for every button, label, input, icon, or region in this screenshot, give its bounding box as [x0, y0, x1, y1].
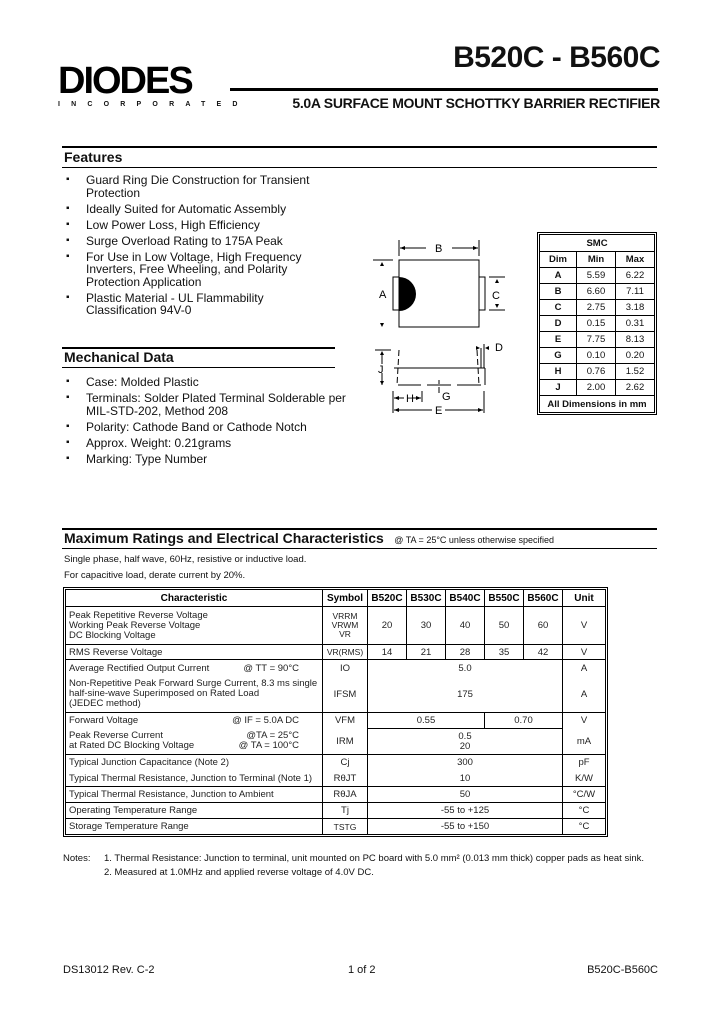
feature-item: ▪ For Use in Low Voltage, High Frequency Inverters, Free Wheeling, and Polarity Protection Application: [66, 251, 336, 289]
dim-cell: B: [540, 284, 577, 300]
unit-cell: V: [563, 713, 606, 729]
value-cell: 14: [368, 645, 407, 660]
dim-cell: 7.11: [616, 284, 655, 300]
dim-cell: 0.31: [616, 316, 655, 332]
diodes-logo: [58, 60, 249, 110]
dim-label-d: D: [495, 342, 503, 354]
symbol-cell: TSTG: [323, 819, 368, 835]
char-cell: RMS Reverse Voltage: [66, 645, 323, 660]
dim-header-max: Max: [616, 252, 655, 268]
dim-cell: 8.13: [616, 332, 655, 348]
table-row-vrms: [66, 645, 606, 660]
char-cell: Operating Temperature Range: [66, 803, 323, 819]
col-b550c: B550C: [485, 590, 524, 607]
ratings-header-row: [66, 590, 606, 607]
dim-cell: 2.75: [577, 300, 616, 316]
dim-cell: J: [540, 380, 577, 396]
dim-cell: H: [540, 364, 577, 380]
dim-table-package: SMC: [540, 235, 655, 252]
dim-cell: 2.00: [577, 380, 616, 396]
condition-line: Single phase, half wave, 60Hz, resistive or inductive load.: [64, 554, 307, 565]
mechanical-list: [66, 376, 346, 469]
dim-cell: 7.75: [577, 332, 616, 348]
value-cell: 20: [368, 607, 407, 645]
value-cell: 50: [485, 607, 524, 645]
notes-list: [104, 852, 674, 880]
unit-cell: V: [563, 645, 606, 660]
dim-label-e: E: [435, 405, 443, 417]
dim-cell: 3.18: [616, 300, 655, 316]
logo-subtext: INCORPORATED: [58, 101, 249, 108]
mechanical-item: ▪ Marking: Type Number: [66, 453, 346, 466]
value-cell: 10: [368, 771, 563, 787]
title-rule: [230, 88, 658, 91]
symbol-cell: Tj: [323, 803, 368, 819]
document-subtitle: 5.0A SURFACE MOUNT SCHOTTKY BARRIER RECTIFIER: [292, 95, 660, 111]
col-b540c: B540C: [446, 590, 485, 607]
table-row-ifsm: [66, 677, 606, 713]
ratings-table: [63, 587, 608, 837]
dim-cell: G: [540, 348, 577, 364]
mechanical-rule-bottom: [62, 367, 335, 368]
value-cell: 42: [524, 645, 563, 660]
features-rule-top: [62, 146, 657, 148]
value-cell: 21: [407, 645, 446, 660]
mechanical-heading: Mechanical Data: [64, 349, 174, 365]
char-cell: Non-Repetitive Peak Forward Surge Current, 8.3 ms single half-sine-wave Superimposed on Rated Load (JEDEC method): [66, 677, 323, 713]
symbol-cell: IRM: [323, 729, 368, 755]
mechanical-item: ▪ Polarity: Cathode Band or Cathode Notch: [66, 421, 346, 434]
dim-cell: 0.20: [616, 348, 655, 364]
dim-row: [540, 284, 655, 300]
dim-cell: 0.76: [577, 364, 616, 380]
mechanical-item: ▪ Terminals: Solder Plated Terminal Solderable per MIL-STD-202, Method 208: [66, 392, 346, 417]
dim-cell: C: [540, 300, 577, 316]
value-cell: 40: [446, 607, 485, 645]
unit-cell: K/W: [563, 771, 606, 787]
char-cell: Forward Voltage @ IF = 5.0A DC: [66, 713, 323, 729]
features-heading: Features: [64, 149, 123, 165]
table-row-tj: [66, 803, 606, 819]
value-cell: 175: [368, 677, 563, 713]
dim-row: [540, 332, 655, 348]
dim-row: [540, 380, 655, 396]
value-cell: 0.70: [485, 713, 563, 729]
dim-cell: D: [540, 316, 577, 332]
note-item: 2. Measured at 1.0MHz and applied reverse voltage of 4.0V DC.: [104, 867, 374, 878]
feature-item: ▪ Low Power Loss, High Efficiency: [66, 219, 336, 232]
unit-cell: °C/W: [563, 787, 606, 803]
col-symbol: Symbol: [323, 590, 368, 607]
unit-cell: mA: [563, 729, 606, 755]
unit-cell: V: [563, 607, 606, 645]
dim-cell: 6.60: [577, 284, 616, 300]
dim-cell: E: [540, 332, 577, 348]
value-cell: 5.0: [368, 660, 563, 677]
value-cell: 0.55: [368, 713, 485, 729]
dim-label-a: A: [379, 289, 387, 301]
symbol-cell: IO: [323, 660, 368, 677]
dimension-table: [537, 232, 657, 415]
unit-cell: A: [563, 677, 606, 713]
value-cell: 60: [524, 607, 563, 645]
char-cell: Storage Temperature Range: [66, 819, 323, 835]
ratings-heading: [64, 530, 554, 548]
value-cell: 30: [407, 607, 446, 645]
ratings-rule-bottom: [62, 548, 657, 549]
ratings-title: Maximum Ratings and Electrical Characteristics: [64, 530, 384, 546]
table-row-cj: [66, 755, 606, 771]
features-list: [66, 174, 336, 320]
note-item: 1. Thermal Resistance: Junction to terminal, unit mounted on PC board with 5.0 mm² (0.013 mm thick) copper pads as heat sink.: [104, 853, 644, 864]
dim-cell: 0.10: [577, 348, 616, 364]
symbol-cell: RθJA: [323, 787, 368, 803]
char-cell: Typical Thermal Resistance, Junction to Terminal (Note 1): [66, 771, 323, 787]
ratings-title-note: @ TA = 25°C unless otherwise specified: [394, 535, 554, 545]
value-cell: 300: [368, 755, 563, 771]
feature-item: ▪ Ideally Suited for Automatic Assembly: [66, 203, 336, 216]
dim-cell: 1.52: [616, 364, 655, 380]
footer-doc-id: DS13012 Rev. C-2: [63, 964, 155, 976]
feature-item: ▪ Surge Overload Rating to 175A Peak: [66, 235, 336, 248]
char-cell: Peak Repetitive Reverse Voltage Working Peak Reverse Voltage DC Blocking Voltage: [66, 607, 323, 645]
dim-row: [540, 300, 655, 316]
col-characteristic: Characteristic: [66, 590, 323, 607]
dim-cell: A: [540, 268, 577, 284]
dim-table-footer: All Dimensions in mm: [540, 396, 655, 413]
dim-label-b: B: [435, 243, 443, 255]
unit-cell: °C: [563, 819, 606, 835]
unit-cell: A: [563, 660, 606, 677]
value-cell: 35: [485, 645, 524, 660]
feature-item: ▪ Guard Ring Die Construction for Transient Protection: [66, 174, 336, 199]
table-row-io: [66, 660, 606, 677]
table-row-vrrm: [66, 607, 606, 645]
dim-cell: 5.59: [577, 268, 616, 284]
dim-row: [540, 268, 655, 284]
footer-part: B520C-B560C: [587, 964, 658, 976]
value-cell: -55 to +150: [368, 819, 563, 835]
dim-row: [540, 316, 655, 332]
value-cell: 0.5 20: [368, 729, 563, 755]
dim-row: [540, 348, 655, 364]
char-cell: Average Rectified Output Current @ TT = 90°C: [66, 660, 323, 677]
symbol-cell: VR(RMS): [323, 645, 368, 660]
table-row-rjt: [66, 771, 606, 787]
dim-label-h: H: [406, 393, 414, 405]
part-range-title: B520C - B560C: [453, 41, 660, 74]
char-cell: Typical Junction Capacitance (Note 2): [66, 755, 323, 771]
value-cell: -55 to +125: [368, 803, 563, 819]
char-cell: Typical Thermal Resistance, Junction to Ambient: [66, 787, 323, 803]
unit-cell: °C: [563, 803, 606, 819]
dim-header-dim: Dim: [540, 252, 577, 268]
package-outline-diagram: [360, 230, 530, 420]
dim-label-g: G: [442, 391, 451, 403]
symbol-cell: VRRM VRWM VR: [323, 607, 368, 645]
table-row-irm: [66, 729, 606, 755]
dim-label-j: J: [378, 364, 384, 376]
ratings-conditions: [64, 552, 306, 584]
char-cell: Peak Reverse Current @TA = 25°C at Rated DC Blocking Voltage @ TA = 100°C: [66, 729, 323, 755]
mechanical-item: ▪ Approx. Weight: 0.21grams: [66, 437, 346, 450]
dim-cell: 2.62: [616, 380, 655, 396]
symbol-cell: Cj: [323, 755, 368, 771]
footer-page-number: 1 of 2: [348, 964, 376, 976]
table-row-vfm: [66, 713, 606, 729]
symbol-cell: RθJT: [323, 771, 368, 787]
feature-item: ▪ Plastic Material - UL Flammability Classification 94V-0: [66, 292, 336, 317]
features-rule-bottom: [62, 167, 657, 168]
table-row-tstg: [66, 819, 606, 835]
logo-wordmark: DIODES: [58, 60, 192, 102]
dim-row: [540, 364, 655, 380]
value-cell: 28: [446, 645, 485, 660]
col-b560c: B560C: [524, 590, 563, 607]
unit-cell: pF: [563, 755, 606, 771]
dim-label-c: C: [492, 290, 500, 302]
col-b530c: B530C: [407, 590, 446, 607]
table-row-rja: [66, 787, 606, 803]
dim-cell: 0.15: [577, 316, 616, 332]
col-unit: Unit: [563, 590, 606, 607]
col-b520c: B520C: [368, 590, 407, 607]
dim-header-min: Min: [577, 252, 616, 268]
condition-line: For capacitive load, derate current by 20%.: [64, 570, 246, 581]
notes-label: Notes:: [63, 853, 91, 864]
symbol-cell: VFM: [323, 713, 368, 729]
mechanical-item: ▪ Case: Molded Plastic: [66, 376, 346, 389]
value-cell: 50: [368, 787, 563, 803]
dim-cell: 6.22: [616, 268, 655, 284]
symbol-cell: IFSM: [323, 677, 368, 713]
